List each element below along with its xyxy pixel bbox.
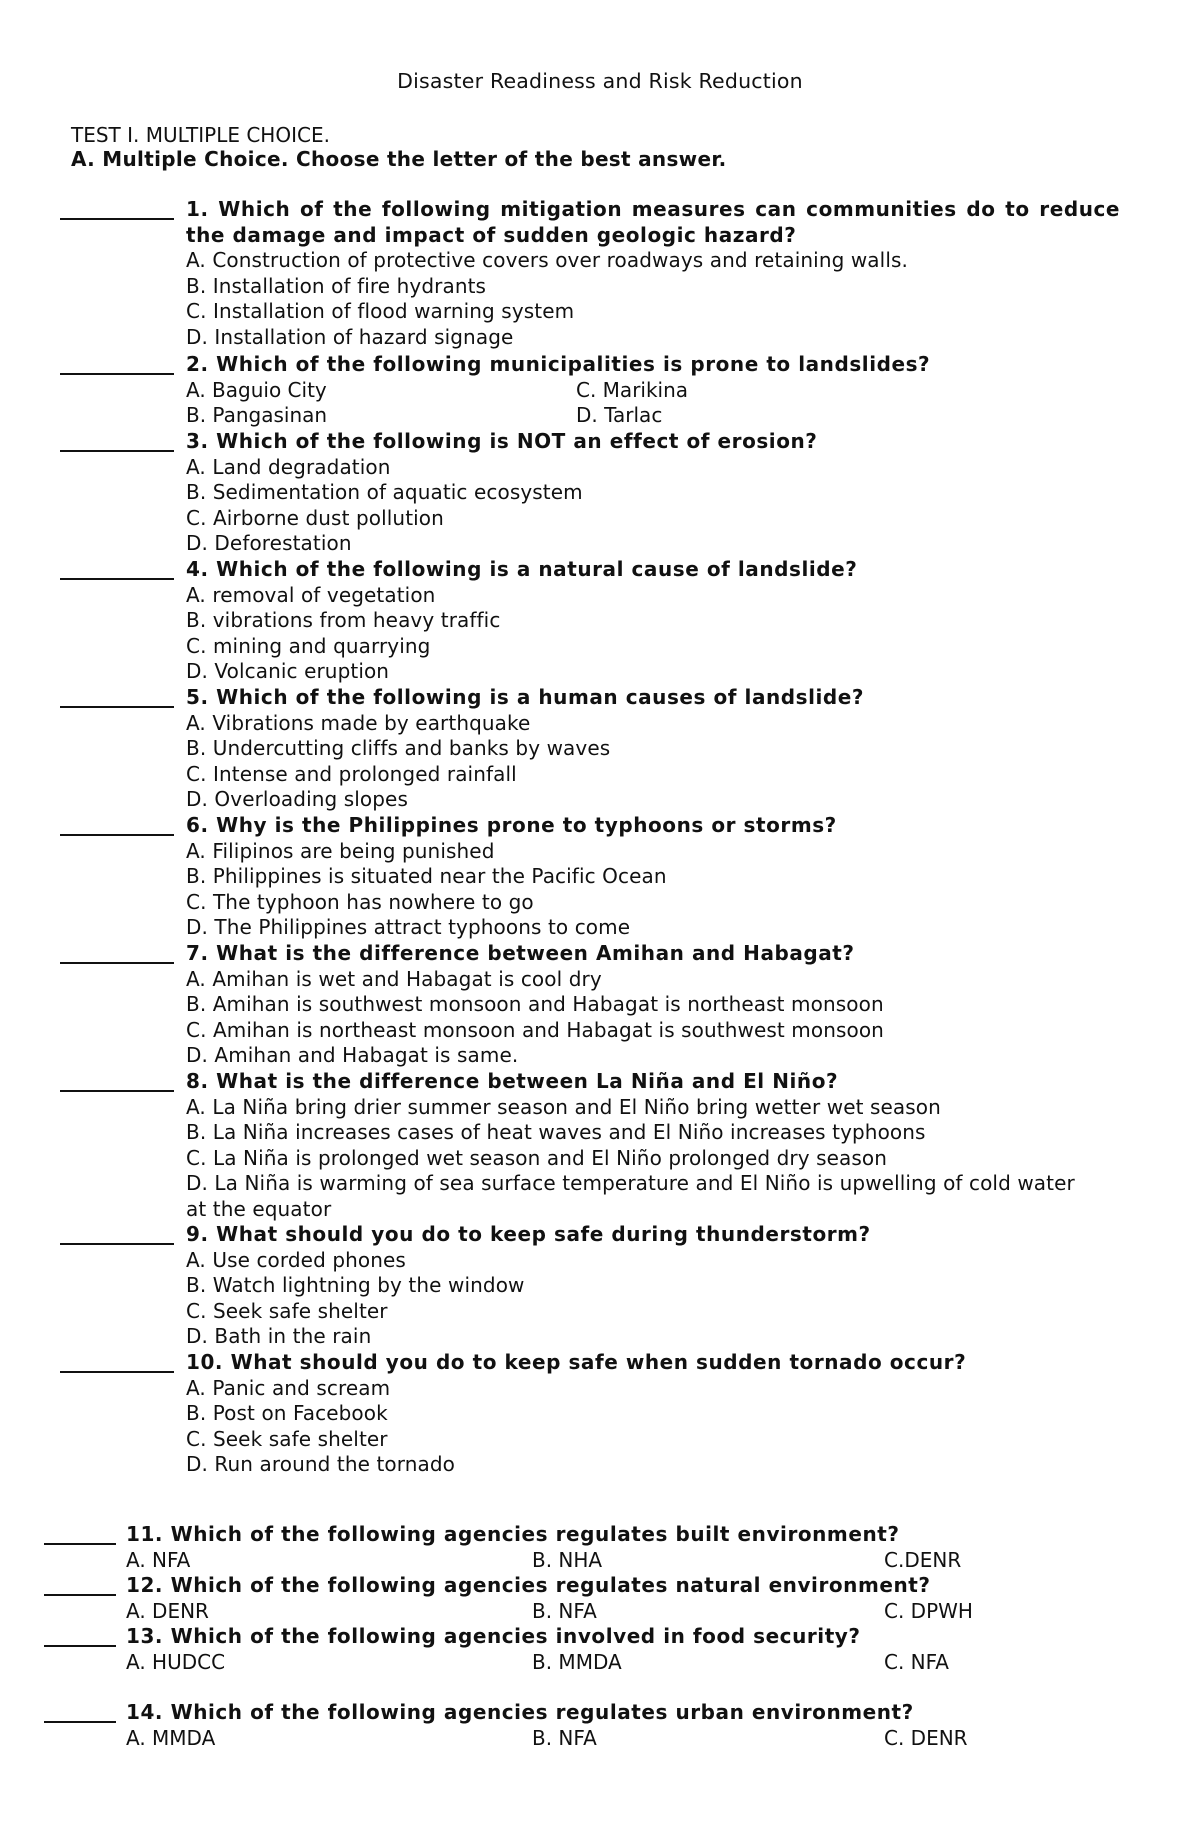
question-12	[44, 1573, 1120, 1624]
option: D. Deforestation	[186, 531, 352, 555]
option: A. Baguio City	[186, 377, 327, 402]
option: B. Watch lightning by the window	[186, 1273, 525, 1297]
option: A. La Niña bring drier summer season and El Niño bring wetter wet season	[186, 1094, 941, 1119]
test-heading: TEST I. MULTIPLE CHOICE.	[71, 123, 330, 147]
option: C. Marikina	[576, 377, 689, 402]
option: B. NHA	[532, 1547, 603, 1572]
question-stem: 13. Which of the following agencies involved in food security?	[126, 1624, 861, 1648]
question-stem: 5. Which of the following is a human causes of landslide?	[186, 685, 865, 709]
option: C.DENR	[884, 1547, 962, 1572]
question-4	[60, 557, 1120, 685]
option: C. Seek safe shelter	[186, 1426, 388, 1451]
answer-blank[interactable]	[60, 373, 174, 375]
option-row	[126, 1548, 1120, 1574]
option: C. mining and quarrying	[186, 633, 431, 658]
option-row	[126, 1599, 1120, 1625]
option: D. Overloading slopes	[186, 787, 408, 811]
option: A. Land degradation	[186, 454, 391, 479]
question-stem: 1. Which of the following mitigation measures can communities do to reduce the damage and impact of sudden geologic hazard?	[186, 197, 1120, 247]
question-stem: 11. Which of the following agencies regulates built environment?	[126, 1522, 900, 1546]
question-stem: 4. Which of the following is a natural cause of landslide?	[186, 557, 858, 581]
question-stem: 8. What is the difference between La Niña and El Niño?	[186, 1069, 839, 1093]
option: A. Panic and scream	[186, 1375, 391, 1400]
option-row	[126, 1650, 1120, 1676]
option: B. NFA	[532, 1598, 597, 1623]
answer-blank[interactable]	[60, 962, 174, 964]
question-5	[60, 685, 1120, 813]
option-row	[186, 378, 1120, 404]
answer-blank[interactable]	[44, 1594, 116, 1596]
answer-blank[interactable]	[60, 1243, 174, 1245]
option: C. La Niña is prolonged wet season and El Niño prolonged dry season	[186, 1145, 888, 1170]
option: C. Seek safe shelter	[186, 1298, 388, 1323]
option-row	[126, 1726, 1120, 1752]
question-7	[60, 941, 1120, 1069]
question-1	[60, 197, 1120, 350]
option: A. MMDA	[126, 1725, 216, 1750]
question-stem: 6. Why is the Philippines prone to typhoons or storms?	[186, 813, 837, 837]
option: C. DENR	[884, 1725, 968, 1750]
option: A. HUDCC	[126, 1649, 226, 1674]
option: B. vibrations from heavy traffic	[186, 608, 501, 632]
answer-blank[interactable]	[60, 578, 174, 580]
option: A. Use corded phones	[186, 1247, 406, 1272]
question-14	[44, 1700, 1120, 1751]
option: C. Intense and prolonged rainfall	[186, 761, 517, 786]
option: A. Construction of protective covers over roadways and retaining walls.	[186, 248, 908, 272]
option: D. Bath in the rain	[186, 1324, 372, 1348]
answer-blank[interactable]	[60, 1371, 174, 1373]
option: B. MMDA	[532, 1649, 622, 1674]
option: B. Sedimentation of aquatic ecosystem	[186, 480, 583, 504]
answer-blank[interactable]	[44, 1543, 116, 1545]
option: D. La Niña is warming of sea surface temperature and El Niño is upwelling of cold water at the equator	[186, 1171, 1075, 1221]
option: C. NFA	[884, 1649, 949, 1674]
question-stem: 9. What should you do to keep safe during thunderstorm?	[186, 1222, 871, 1246]
option: D. Tarlac	[576, 403, 663, 427]
option: B. Philippines is situated near the Pacific Ocean	[186, 864, 667, 888]
option: B. Post on Facebook	[186, 1401, 388, 1425]
option: D. Run around the tornado	[186, 1452, 455, 1476]
option: D. Amihan and Habagat is same.	[186, 1043, 519, 1067]
option: D. Volcanic eruption	[186, 659, 390, 683]
option: B. Pangasinan	[186, 403, 328, 427]
option: A. DENR	[126, 1598, 209, 1623]
document-title: Disaster Readiness and Risk Reduction	[397, 69, 803, 93]
answer-blank[interactable]	[60, 450, 174, 452]
instructions: A. Multiple Choice. Choose the letter of the best answer.	[71, 147, 727, 171]
option: C. Airborne dust pollution	[186, 505, 444, 530]
answer-blank[interactable]	[60, 706, 174, 708]
question-6	[60, 813, 1120, 941]
answer-blank[interactable]	[44, 1721, 116, 1723]
question-11	[44, 1522, 1120, 1573]
option: A. Vibrations made by earthquake	[186, 710, 531, 735]
option: B. Installation of fire hydrants	[186, 273, 487, 298]
question-stem: 10. What should you do to keep safe when sudden tornado occur?	[186, 1350, 967, 1374]
answer-blank[interactable]	[60, 218, 174, 220]
option: B. NFA	[532, 1725, 597, 1750]
answer-blank[interactable]	[60, 1090, 174, 1092]
question-9	[60, 1222, 1120, 1350]
question-8	[60, 1069, 1120, 1222]
option: D. Installation of hazard signage	[186, 324, 514, 349]
option: C. Amihan is northeast monsoon and Habagat is southwest monsoon	[186, 1017, 884, 1042]
option: A. Filipinos are being punished	[186, 838, 495, 863]
option: A. NFA	[126, 1547, 191, 1572]
option: C. DPWH	[884, 1598, 973, 1623]
question-stem: 7. What is the difference between Amihan and Habagat?	[186, 941, 855, 965]
option: A. Amihan is wet and Habagat is cool dry	[186, 966, 602, 991]
option: B. Undercutting cliffs and banks by waves	[186, 736, 611, 760]
question-10	[60, 1350, 1120, 1478]
option: C. Installation of flood warning system	[186, 299, 575, 323]
option: D. The Philippines attract typhoons to come	[186, 915, 631, 939]
question-stem: 14. Which of the following agencies regulates urban environment?	[126, 1700, 914, 1724]
answer-blank[interactable]	[44, 1645, 116, 1647]
question-13	[44, 1624, 1120, 1675]
answer-blank[interactable]	[60, 834, 174, 836]
option: B. Amihan is southwest monsoon and Habagat is northeast monsoon	[186, 992, 884, 1016]
question-stem: 12. Which of the following agencies regulates natural environment?	[126, 1573, 931, 1597]
option: A. removal of vegetation	[186, 582, 436, 607]
question-stem: 2. Which of the following municipalities is prone to landslides?	[186, 352, 931, 376]
question-stem: 3. Which of the following is NOT an effect of erosion?	[186, 429, 818, 453]
option: C. The typhoon has nowhere to go	[186, 889, 534, 914]
question-2	[60, 352, 1120, 429]
question-3	[60, 429, 1120, 557]
option-row	[186, 403, 1120, 429]
option: B. La Niña increases cases of heat waves and El Niño increases typhoons	[186, 1120, 926, 1144]
